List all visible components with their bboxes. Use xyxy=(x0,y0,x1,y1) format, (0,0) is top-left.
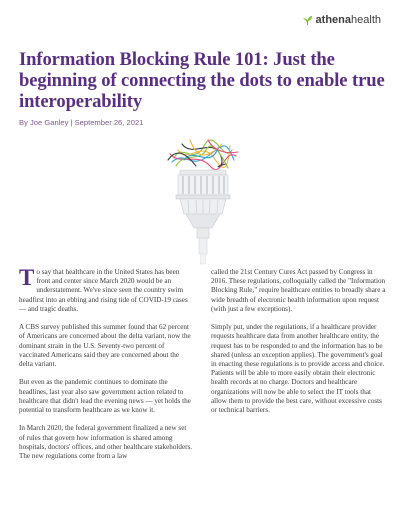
paragraph-text: o say that healthcare in the United States has been front and center since March 2020 would be an understatement. We've since seen the country swim headfirst into an ebbing and rising tide of COVID-19 cases — and tragic deaths. xyxy=(19,268,188,313)
article-column-left xyxy=(19,265,194,470)
capitol-dome-tangled-wires-illustration xyxy=(164,136,242,268)
paragraph: But even as the pandemic continues to dominate the headlines, last year also saw government action related to healthcare that didn't lead the evening news — yet holds the potential to transform healthcare as we know it. xyxy=(19,378,191,415)
logo-text-regular: health xyxy=(351,14,381,26)
paragraph: Simply put, under the regulations, if a healthcare provider requests healthcare data from another healthcare entity, the request has to be responded to and the information has to be shared (unless an exception applies). The government's goal in enacting these regulations is to provide access and choice. Patients will be able to more easily obtain their electronic health records at no charge. Doctors and healthcare organizations will now be able to select the IT tools that allow them to provide the best care, without excessive costs or technical barriers. xyxy=(211,323,385,415)
drop-cap: T xyxy=(19,265,35,290)
athenahealth-logo xyxy=(302,14,381,26)
article-byline: By Joe Ganley | September 26, 2021 xyxy=(19,118,144,127)
logo-text xyxy=(316,14,381,26)
paragraph: called the 21st Century Cures Act passed by Congress in 2016. These regulations, colloquially called the "Information Blocking Rule," require healthcare entities to broadly share a wide breadth of electronic health information upon request (with just a few exceptions). xyxy=(211,268,386,313)
article-column-right xyxy=(211,268,386,424)
paragraph xyxy=(19,265,194,314)
article-title: Information Blocking Rule 101: Just the beginning of connecting the dots to enable true interoperability xyxy=(19,49,385,112)
paragraph: A CBS survey published this summer found that 62 percent of Americans are concerned about the delta variant, now the dominant strain in the U.S. Seventy-two percent of vaccinated Americans said they are concerned about the delta variant. xyxy=(19,323,191,369)
logo-text-bold: athena xyxy=(315,14,352,26)
paragraph: In March 2020, the federal government finalized a new set of rules that govern how information is shared among hospitals, doctors' offices, and other healthcare stakeholders. The new regulations come from a law xyxy=(19,424,193,461)
leaf-icon xyxy=(302,15,313,26)
